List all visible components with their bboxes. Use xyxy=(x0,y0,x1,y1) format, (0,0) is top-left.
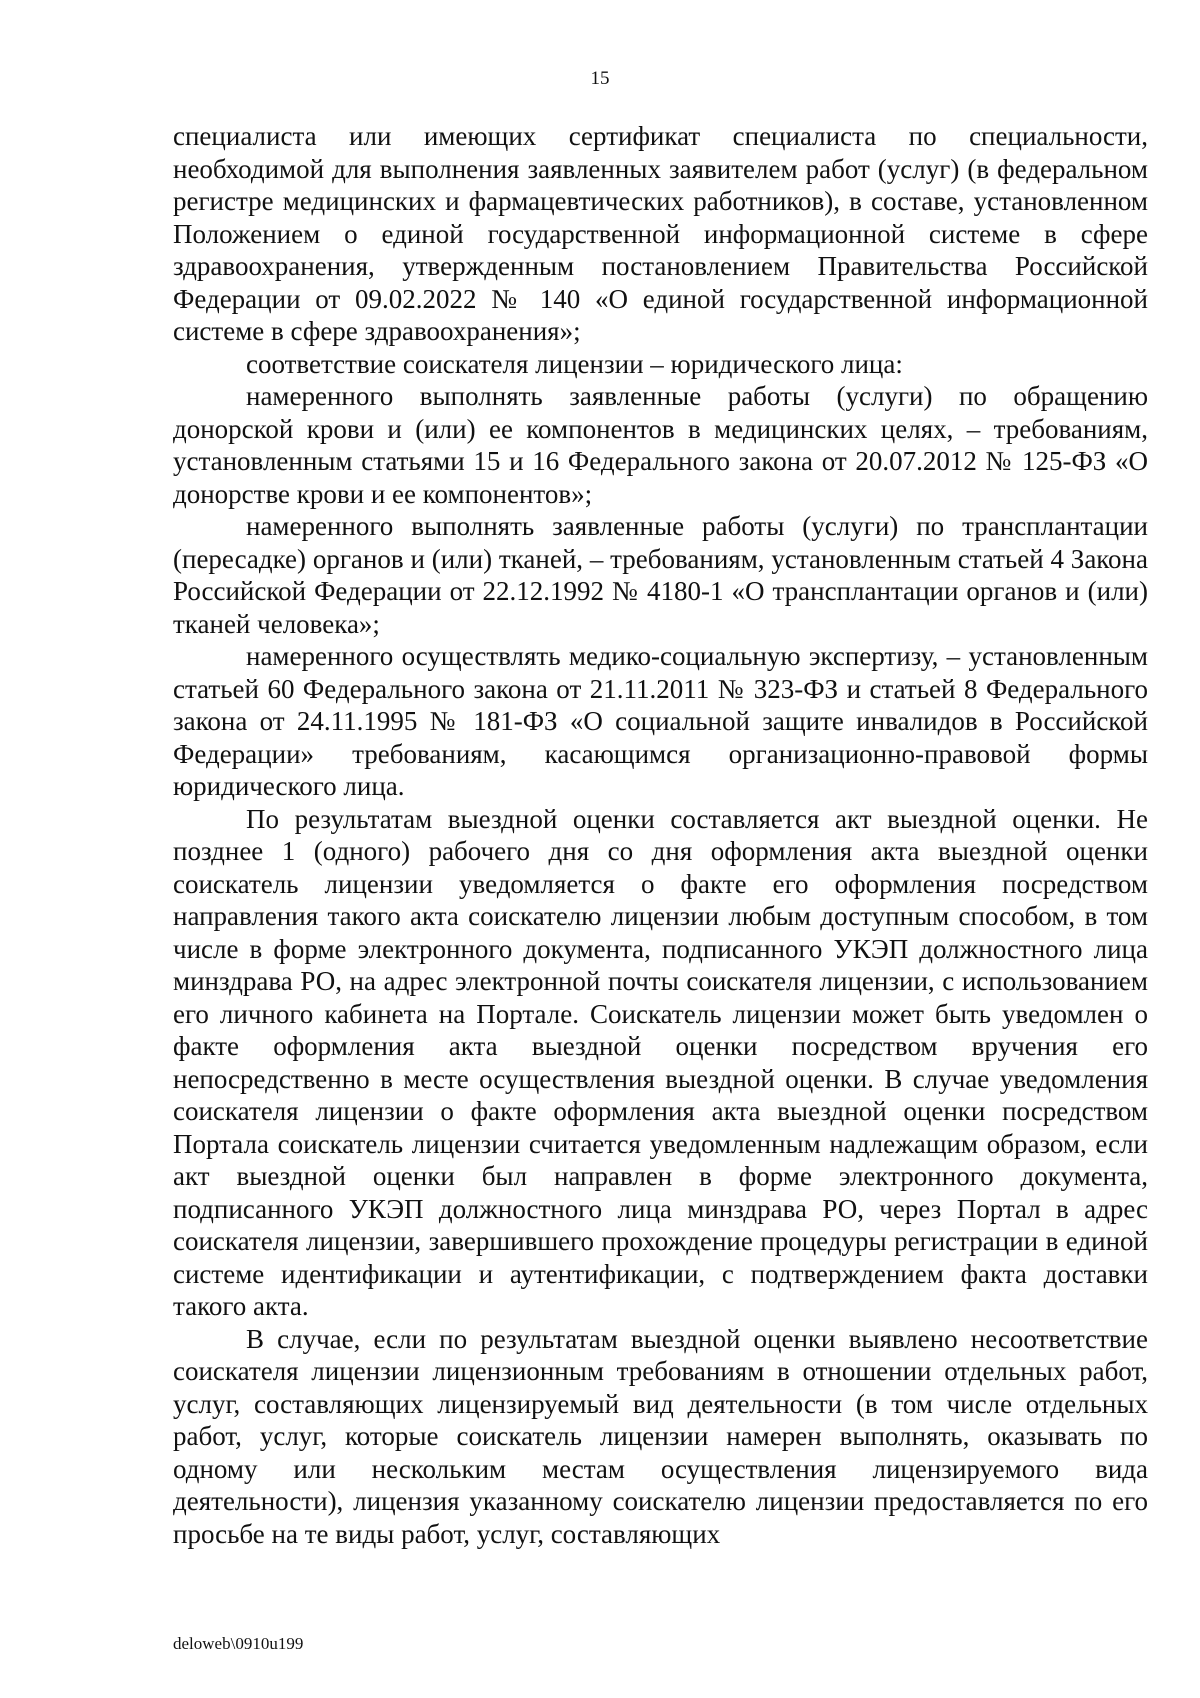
paragraph-specialist-certificate: специалиста или имеющих сертификат специалиста по специальности, необходимой для выполнения заявленных заявителем работ (услуг) (в федеральном регистре медицинских и фармацевтических работников), в составе, установленном Положением о единой государственной информационной системе в сфере здравоохранения, утвержденным постановлением Правительства Российской Федерации от 09.02.2022 № 140 «О единой государственной информационной системе в сфере здравоохранения»; xyxy=(173,121,1148,346)
paragraph-onsite-assessment-act: По результатам выездной оценки составляется акт выездной оценки. Не позднее 1 (одного) рабочего дня со дня оформления акта выездной оценки соискатель лицензии уведомляется о факте его оформления посредством направления такого акта соискателю лицензии любым доступным способом, в том числе в форме электронного документа, подписанного УКЭП должностного лица минздрава РО, на адрес электронной почты соискателя лицензии, с использованием его личного кабинета на Портале. Соискатель лицензии может быть уведомлен о факте оформления акта выездной оценки посредством вручения его непосредственно в месте осуществления выездной оценки. В случае уведомления соискателя лицензии о факте оформления акта выездной оценки посредством Портала соискатель лицензии считается уведомленным надлежащим образом, если акт выездной оценки был направлен в форме электронного документа, подписанного УКЭП должностного лица минздрава РО, через Портал в адрес соискателя лицензии, завершившего прохождение процедуры регистрации в единой системе идентификации и аутентификации, с подтверждением факта доставки такого акта. xyxy=(173,803,1148,1321)
paragraph-blood-donation: намеренного выполнять заявленные работы (услуги) по обращению донорской крови и (или) ее компонентов в медицинских целях, – требованиям, установленным статьями 15 и 16 Федерального закона от 20.07.2012 № 125-ФЗ «О донорстве крови и ее компонентов»; xyxy=(173,381,1148,509)
paragraph-legal-entity-compliance: соответствие соискателя лицензии – юридического лица: xyxy=(246,348,903,379)
paragraph-nonconformity: В случае, если по результатам выездной оценки выявлено несоответствие соискателя лицензии лицензионным требованиям в отношении отдельных работ, услуг, составляющих лицензируемый вид деятельности (в том числе отдельных работ, услуг, которые соискатель лицензии намерен выполнять, оказывать по одному или нескольким местам осуществления лицензируемого вида деятельности), лицензия указанному соискателю лицензии предоставляется по его просьбе на те виды работ, услуг, составляющих xyxy=(173,1323,1148,1549)
paragraph-medical-social-expertise: намеренного осуществлять медико-социальную экспертизу, – установленным статьей 60 Федерального закона от 21.11.2011 № 323-ФЗ и статьей 8 Федерального закона от 24.11.1995 № 181-ФЗ «О социальной защите инвалидов в Российской Федерации» требованиям, касающимся организационно-правовой формы юридического лица. xyxy=(173,641,1148,801)
page-number: 15 xyxy=(590,68,610,89)
document-footer-code: deloweb\0910u199 xyxy=(173,1634,304,1653)
paragraph-transplantation: намеренного выполнять заявленные работы (услуги) по трансплантации (пересадке) органов и (или) тканей, – требованиям, установленным статьей 4 Закона Российской Федерации от 22.12.1992 № 4180-1 «О трансплантации органов и (или) тканей человека»; xyxy=(173,511,1148,639)
document-body xyxy=(173,120,1148,1550)
